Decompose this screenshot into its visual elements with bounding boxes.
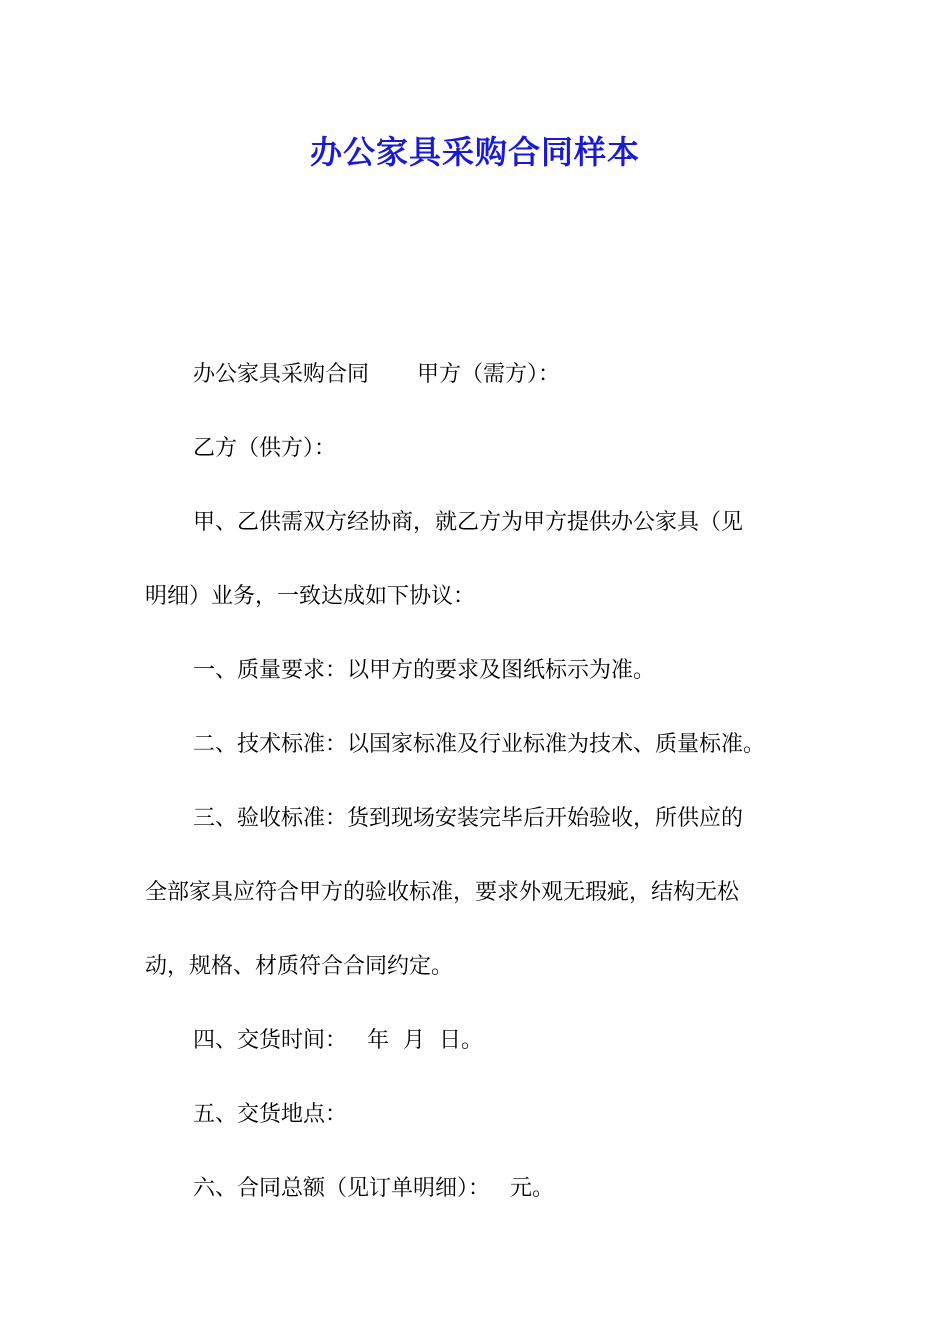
clause-6 [145,1152,810,1226]
document-body [145,338,810,1226]
clause-3-line3 [145,930,810,1004]
clause-2-text: 二、技术标准：以国家标准及行业标准为技术、质量标准。 [193,732,766,757]
clause-3-line1 [145,782,810,856]
preamble-text-2: 明细）业务，一致达成如下协议： [145,584,476,609]
document-title: 办公家具采购合同样本 [309,133,640,171]
party-a-label: 甲方（需方）： [417,362,561,387]
clause-1-text: 一、质量要求：以甲方的要求及图纸标示为准。 [193,658,656,683]
paragraph-preamble-line1 [145,486,810,560]
paragraph-parties-a [145,338,810,412]
intro-heading: 办公家具采购合同 [193,362,370,387]
clause-3-text-2: 全部家具应符合甲方的验收标准，要求外观无瑕疵，结构无松 [145,880,740,905]
clause-6-unit: 元。 [510,1176,555,1201]
clause-4-day: 日。 [439,1028,484,1053]
clause-5 [145,1078,810,1152]
clause-3-line2 [145,856,810,930]
paragraph-party-b [145,412,810,486]
clause-3-text-3: 动，规格、材质符合合同约定。 [145,954,454,979]
clause-4-label: 四、交货时间： [193,1028,348,1053]
clause-5-text: 五、交货地点： [193,1102,348,1127]
clause-6-label: 六、合同总额（见订单明细）： [193,1176,491,1201]
party-b-label: 乙方（供方）： [193,436,337,461]
clause-1 [145,634,810,708]
clause-3-text-1: 三、验收标准：货到现场安装完毕后开始验收，所供应的 [193,806,744,831]
clause-2 [145,708,810,782]
preamble-text-1: 甲、乙供需双方经协商，就乙方为甲方提供办公家具（见 [193,510,744,535]
clause-4-year: 年 [367,1028,390,1053]
clause-4 [145,1004,810,1078]
paragraph-preamble-line2 [145,560,810,634]
clause-4-month: 月 [403,1028,426,1053]
